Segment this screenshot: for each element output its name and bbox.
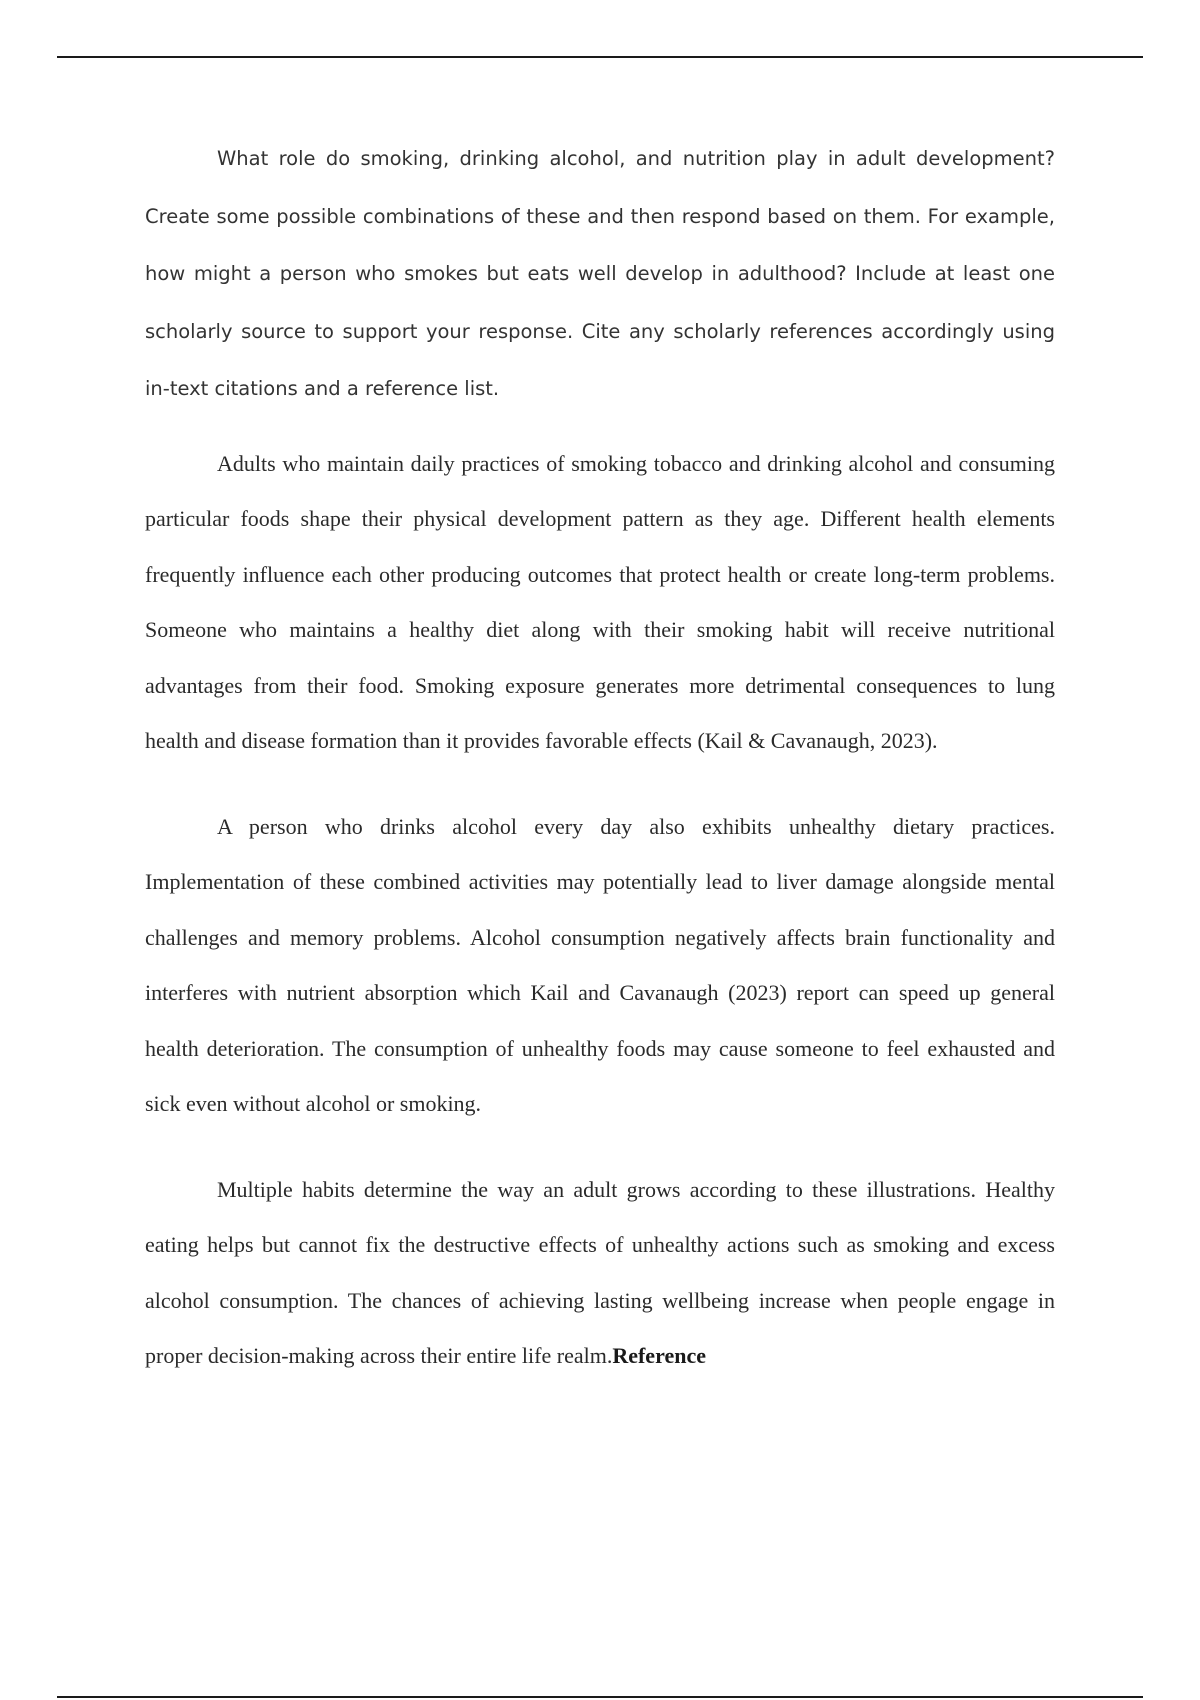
- header-rule: [57, 56, 1143, 58]
- response-paragraph-1: Adults who maintain daily practices of smoking tobacco and drinking alcohol and consuming particular foods shape their physical development pattern as they age. Different health elements frequently influence each other producing outcomes that protect health or create long-term problems. Someone who maintains a healthy diet along with their smoking habit will receive nutritional advantages from their food. Smoking exposure generates more detrimental consequences to lung health and disease formation than it provides favorable effects (Kail & Cavanaugh, 2023).: [145, 450, 1055, 753]
- footer-rule: [57, 1696, 1143, 1698]
- reference-heading: Reference: [612, 1343, 706, 1368]
- response-paragraph-3: [145, 1162, 1055, 1384]
- response-paragraph-2: A person who drinks alcohol every day also exhibits unhealthy dietary practices. Implementation of these combined activities may potentially lead to liver damage alongside mental challenges and memory problems. Alcohol consumption negatively affects brain functionality and interferes with nutrient absorption which Kail and Cavanaugh (2023) report can speed up general health deterioration. The consumption of unhealthy foods may cause someone to feel exhausted and sick even without alcohol or smoking.: [145, 813, 1055, 1116]
- assignment-prompt: What role do smoking, drinking alcohol, and nutrition play in adult development? Create some possible combinations of these and then respond based on them. For example, how might a person who smokes but eats well develop in adulthood? Include at least one scholarly source to support your response. Cite any scholarly references accordingly using in-text citations and a reference list.: [145, 147, 1055, 400]
- document-body: [145, 130, 1055, 1384]
- response-paragraph-3-text: Multiple habits determine the way an adult grows according to these illustrations. Healthy eating helps but cannot fix the destructive effects of unhealthy actions such as smoking and excess alcohol consumption. The chances of achieving lasting wellbeing increase when people engage in proper decision-making across their entire life realm.: [145, 1176, 1055, 1368]
